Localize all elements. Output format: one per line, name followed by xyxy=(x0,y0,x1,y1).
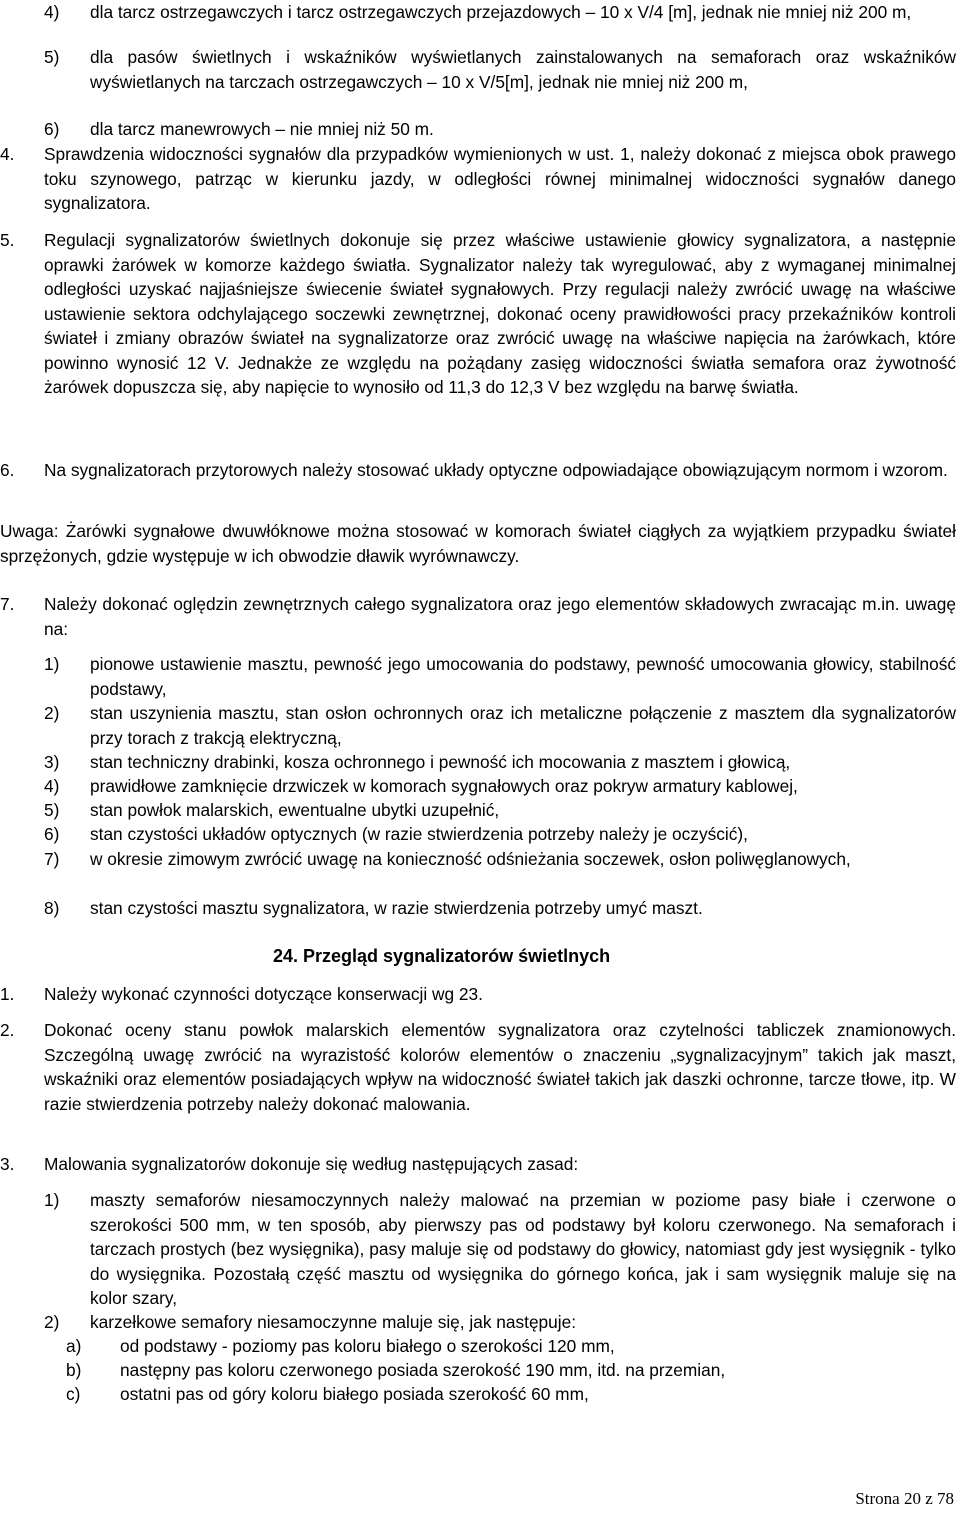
paragraph-number: 2. xyxy=(0,1020,15,1040)
list-item xyxy=(44,117,956,142)
paragraph-text: Dokonać oceny stanu powłok malarskich elementów sygnalizatora oraz czytelności tabliczek znamionowych. Szczególną uwagę zwrócić na wyrazistość kolorów elementów o znaczeniu „sygnalizacyjnym” takich jak maszt, wskaźniki oraz elementów posiadających wpływ na widoczność świateł takich jak daszki ochronne, tarcze tłowe, itp. W razie stwierdzenia potrzeby należy dokonać malowania. xyxy=(44,1020,956,1114)
paragraph-6 xyxy=(0,458,956,483)
list-item-text: stan powłok malarskich, ewentualne ubytki uzupełnić, xyxy=(90,800,500,820)
list-item-number: 7) xyxy=(44,849,60,869)
paragraph-text: Sprawdzenia widoczności sygnałów dla przypadków wymienionych w ust. 1, należy dokonać z miejsca obok prawego toku szynowego, patrząc w kierunku jazdy, w odległości równej minimalnej widoczności sygnałów danego sygnalizatora. xyxy=(44,144,956,213)
paragraph-number: 3. xyxy=(0,1154,15,1174)
list-item-text: dla tarcz manewrowych – nie mniej niż 50 m. xyxy=(90,119,434,139)
note-paragraph xyxy=(0,519,956,568)
sub-list-item-letter: b) xyxy=(66,1360,82,1380)
list-item-text: karzełkowe semafory niesamoczynne maluje się, jak następuje: xyxy=(90,1312,577,1332)
paragraph-number: 4. xyxy=(0,144,15,164)
list-item-number: 4) xyxy=(44,776,60,796)
list-item-number: 1) xyxy=(44,1190,60,1210)
paragraph-text: Należy wykonać czynności dotyczące konserwacji wg 23. xyxy=(44,984,483,1004)
paragraph-text: Malowania sygnalizatorów dokonuje się według następujących zasad: xyxy=(44,1154,579,1174)
sub-list-item xyxy=(66,1382,956,1407)
list-item-number: 2) xyxy=(44,1312,60,1332)
paragraph-number: 1. xyxy=(0,984,15,1004)
list-item xyxy=(44,701,956,750)
list-item xyxy=(44,1188,956,1311)
list-item xyxy=(44,847,956,872)
sub-list-item-text: następny pas koloru czerwonego posiada szerokość 190 mm, itd. na przemian, xyxy=(120,1360,726,1380)
list-item-text: stan czystości masztu sygnalizatora, w razie stwierdzenia potrzeby umyć maszt. xyxy=(90,898,703,918)
list-item-number: 5) xyxy=(44,800,60,820)
page-number: Strona 20 z 78 xyxy=(855,1489,954,1508)
list-item xyxy=(44,798,956,823)
list-item xyxy=(44,652,956,701)
list-item-number: 3) xyxy=(44,752,60,772)
paragraph-text: Należy dokonać oględzin zewnętrznych całego sygnalizatora oraz jego elementów składowych zwracając m.in. uwagę na: xyxy=(44,594,956,639)
list-item-number: 4) xyxy=(44,2,60,22)
paragraph-text: Regulacji sygnalizatorów świetlnych dokonuje się przez właściwe ustawienie głowicy sygnalizatora, a następnie oprawki żarówek w komorze każdego światła. Sygnalizator należy tak wyregulować, aby z wymaganej minimalnej odległości uzyskać najjaśniejsze świecenie świateł sygnałowych. Przy regulacji należy zwrócić uwagę na właściwe ustawienie sektora odchylającego soczewki zewnętrznej, dokonać oceny prawidłowości pracy przekaźników kontroli świateł i zmiany obrazów świateł na sygnalizatorze oraz zwrócić uwagę na właściwe napięcia na żarówkach, które powinno wynosić 12 V. Jednakże ze względu na pożądany zasięg widoczności światła semafora oraz żywotność żarówek dopuszcza się, aby napięcie to wynosiło od 11,3 do 12,3 V bez względu na barwę światła. xyxy=(44,230,956,397)
list-item xyxy=(44,822,956,847)
list-item-text: stan uszynienia masztu, stan osłon ochronnych oraz ich metaliczne połączenie z masztem dla sygnalizatorów przy torach z trakcją elektryczną, xyxy=(90,703,956,748)
list-item-text: dla tarcz ostrzegawczych i tarcz ostrzegawczych przejazdowych – 10 x V/4 [m], jednak nie mniej niż 200 m, xyxy=(90,2,912,22)
paragraph-number: 7. xyxy=(0,594,15,614)
list-item xyxy=(44,0,956,25)
list-item-text: pionowe ustawienie masztu, pewność jego umocowania do podstawy, pewność umocowania głowicy, stabilność podstawy, xyxy=(90,654,956,699)
list-item xyxy=(44,1310,956,1335)
list-item-number: 1) xyxy=(44,654,60,674)
list-item-text: dla pasów świetlnych i wskaźników wyświetlanych zainstalowanych na semaforach oraz wskaźników wyświetlanych na tarczach ostrzegawczych – 10 x V/5[m], jednak nie mniej niż 200 m, xyxy=(90,47,956,92)
list-item xyxy=(44,45,956,94)
section-heading: 24. Przegląd sygnalizatorów świetlnych xyxy=(273,946,611,966)
sub-list-item-letter: a) xyxy=(66,1336,82,1356)
section-24-item xyxy=(0,1152,956,1177)
list-item-text: maszty semaforów niesamoczynnych należy malować na przemian w poziome pasy białe i czerwone o szerokości 500 mm, w ten sposób, aby pierwszy pas od podstawy był koloru czerwonego. Na semaforach i tarczach prostych (bez wysięgnika), pasy maluje się od podstawy do głowicy, natomiast gdy jest wysięgnik - tylko do wysięgnika. Pozostałą część masztu od wysięgnika do górnego końca, jak i sam wysięgnik maluje się na kolor szary, xyxy=(90,1190,956,1308)
list-item xyxy=(44,750,956,775)
paragraph-text: Na sygnalizatorach przytorowych należy stosować układy optyczne odpowiadające obowiązującym normom i wzorom. xyxy=(44,460,948,480)
paragraph-5 xyxy=(0,228,956,400)
list-item-number: 8) xyxy=(44,898,60,918)
paragraph-4 xyxy=(0,142,956,216)
paragraph-number: 6. xyxy=(0,460,15,480)
paragraph-number: 5. xyxy=(0,230,15,250)
list-item xyxy=(44,896,956,921)
sub-list-item xyxy=(66,1334,956,1359)
list-item-text: stan czystości układów optycznych (w razie stwierdzenia potrzeby należy je oczyścić), xyxy=(90,824,748,844)
sub-list-item-text: od podstawy - poziomy pas koloru białego o szerokości 120 mm, xyxy=(120,1336,615,1356)
list-item-number: 6) xyxy=(44,119,60,139)
section-24-item xyxy=(0,982,956,1007)
list-item xyxy=(44,774,956,799)
list-item-text: w okresie zimowym zwrócić uwagę na konieczność odśnieżania soczewek, osłon poliwęglanowych, xyxy=(90,849,851,869)
note-text: Uwaga: Żarówki sygnałowe dwuwłóknowe można stosować w komorach świateł ciągłych za wyjątkiem przypadku świateł sprzężonych, gdzie występuje w ich obwodzie dławik wyrównawczy. xyxy=(0,521,956,566)
section-24-item xyxy=(0,1018,956,1116)
list-item-number: 2) xyxy=(44,703,60,723)
paragraph-7 xyxy=(0,592,956,641)
list-item-text: stan techniczny drabinki, kosza ochronnego i pewność ich mocowania z masztem i głowicą, xyxy=(90,752,791,772)
list-item-number: 6) xyxy=(44,824,60,844)
list-item-text: prawidłowe zamknięcie drzwiczek w komorach sygnałowych oraz pokryw armatury kablowej, xyxy=(90,776,798,796)
sub-list-item-letter: c) xyxy=(66,1384,81,1404)
sub-list-item xyxy=(66,1358,956,1383)
list-item-number: 5) xyxy=(44,47,60,67)
sub-list-item-text: ostatni pas od góry koloru białego posiada szerokość 60 mm, xyxy=(120,1384,589,1404)
